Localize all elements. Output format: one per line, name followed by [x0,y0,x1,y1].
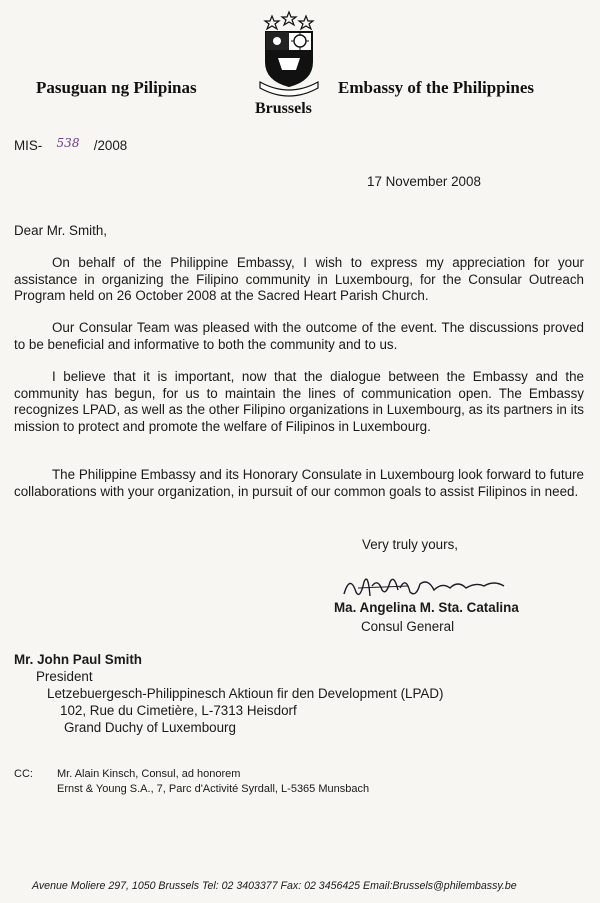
handwritten-signature-icon [338,568,518,604]
letterhead-left-title: Pasuguan ng Pilipinas [36,78,197,97]
letter-date: 17 November 2008 [367,174,481,189]
closing: Very truly yours, [362,537,458,552]
salutation: Dear Mr. Smith, [14,223,108,238]
recipient-name: Mr. John Paul Smith [14,652,142,667]
letterhead-right-title: Embassy of the Philippines [338,78,535,97]
cc-line-1: Mr. Alain Kinsch, Consul, ad honorem [57,768,241,780]
recipient-address: 102, Rue du Cimetière, L-7313 Heisdorf [60,703,297,718]
letterhead-city: Brussels [255,100,312,117]
reference-suffix: /2008 [93,138,128,153]
cc-line-2: Ernst & Young S.A., 7, Parc d'Activité Syrdall, L-5365 Munsbach [57,783,370,795]
signatory-title: Consul General [361,619,455,634]
paragraph-1: On behalf of the Philippine Embassy, I wish to express my appreciation for your assistance in organizing the Filipino community in Luxembourg, for the Consular Outreach Program held on 26 October 2008 at the Sacred Heart Parish Church. [14,255,584,303]
philippine-seal-icon [256,10,322,98]
paragraph-4: The Philippine Embassy and its Honorary Consulate in Luxembourg look forward to future collaborations with your organization, in pursuit of our common goals to assist Filipinos in need. [14,467,584,499]
reference-prefix: MIS- [14,138,43,153]
recipient-country: Grand Duchy of Luxembourg [64,720,236,735]
paragraph-2: Our Consular Team was pleased with the outcome of the event. The discussions proved to be beneficial and informative to both the community and to us. [14,320,584,352]
reference-handwritten-number: 538 [56,136,80,150]
recipient-position: President [36,669,93,684]
footer-contact: Avenue Moliere 297, 1050 Brussels Tel: 02 3403377 Fax: 02 3456425 Email:Brussels@philembassy.be [32,880,517,892]
signatory-name: Ma. Angelina M. Sta. Catalina [334,600,519,615]
recipient-organization: Letzebuergesch-Philippinesch Aktioun fir den Development (LPAD) [47,686,444,701]
reference-number [14,138,127,155]
cc-label: CC: [14,768,33,780]
paragraph-3: I believe that it is important, now that the dialogue between the Embassy and the community has begun, for us to maintain the lines of communication open. The Embassy recognizes LPAD, as well as the other Filipino organizations in Luxembourg, as its partners in its mission to protect and promote the welfare of Filipinos in Luxembourg. [14,369,584,434]
